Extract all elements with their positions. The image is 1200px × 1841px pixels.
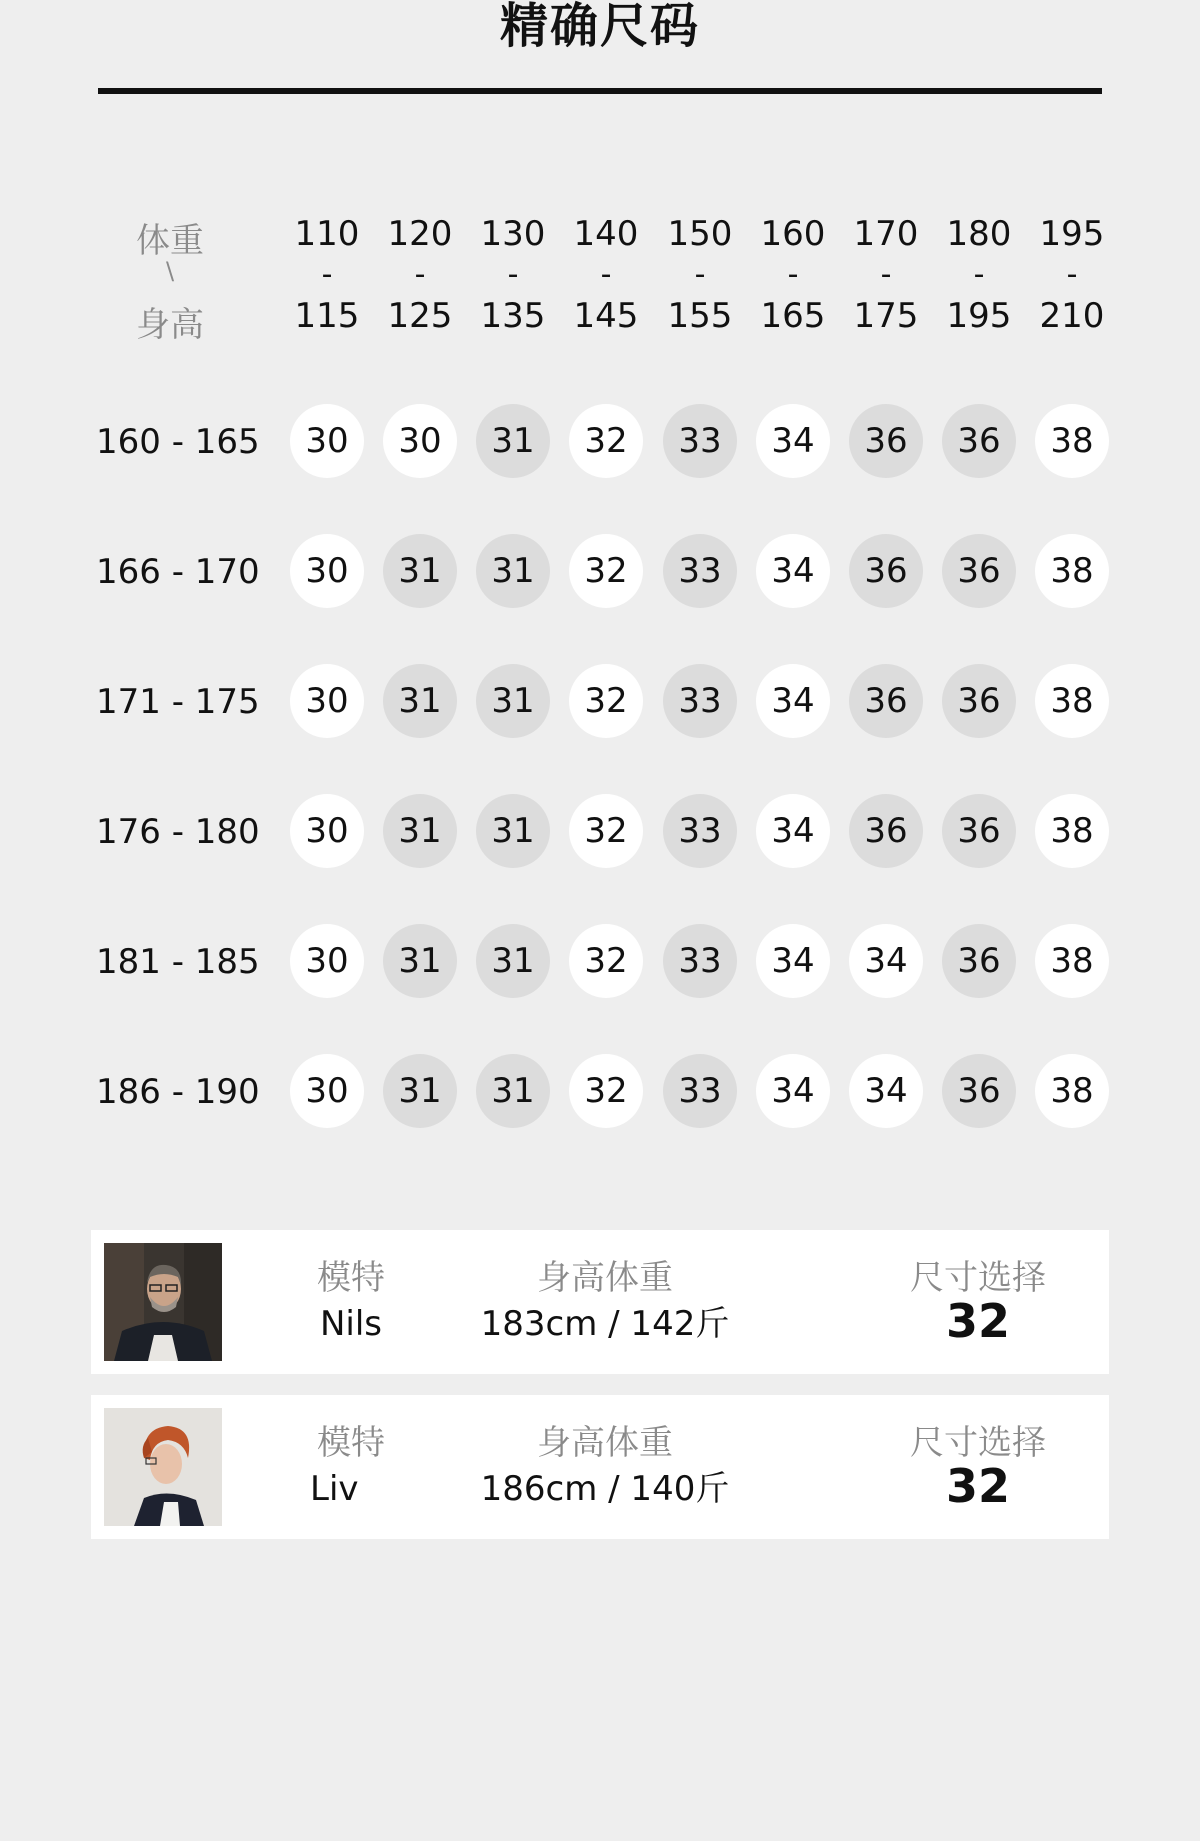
model-card	[91, 1230, 1109, 1374]
height-range-label: 160 - 165	[96, 422, 260, 462]
height-range-label: 181 - 185	[96, 942, 260, 982]
weight-range-header	[748, 213, 838, 337]
size-cell: 31	[383, 534, 457, 608]
weight-range-max: 125	[387, 296, 453, 336]
size-cell: 34	[756, 534, 830, 608]
size-cell: 34	[756, 1054, 830, 1128]
weight-range-min: 140	[573, 214, 639, 254]
size-cell: 36	[942, 924, 1016, 998]
weight-range-max: 165	[760, 296, 826, 336]
weight-range-separator: -	[414, 257, 426, 292]
size-cell: 30	[383, 404, 457, 478]
weight-range-header	[561, 213, 651, 337]
size-cell: 32	[569, 534, 643, 608]
weight-range-max: 135	[480, 296, 546, 336]
size-cell: 34	[849, 924, 923, 998]
size-cell: 32	[569, 794, 643, 868]
size-cell: 31	[476, 664, 550, 738]
weight-range-header	[1027, 213, 1117, 337]
weight-range-min: 120	[387, 214, 453, 254]
title-divider	[98, 88, 1102, 94]
table-corner-header	[110, 205, 230, 355]
weight-range-header	[655, 213, 745, 337]
size-cell: 31	[383, 924, 457, 998]
size-cell: 36	[942, 794, 1016, 868]
height-weight-value: 183cm / 142斤	[480, 1304, 730, 1344]
size-cell: 34	[849, 1054, 923, 1128]
weight-range-separator: -	[973, 257, 985, 292]
size-cell: 38	[1035, 664, 1109, 738]
model-label: 模特	[317, 1258, 385, 1298]
weight-range-header	[841, 213, 931, 337]
model-card	[91, 1395, 1109, 1539]
size-cell: 36	[849, 404, 923, 478]
size-cell: 34	[756, 924, 830, 998]
height-weight-label: 身高体重	[537, 1423, 673, 1463]
size-cell: 33	[663, 794, 737, 868]
height-axis-label: 身高	[136, 305, 204, 345]
size-choice-label: 尺寸选择	[910, 1423, 1046, 1463]
weight-range-header	[468, 213, 558, 337]
size-cell: 31	[476, 534, 550, 608]
size-cell: 31	[476, 794, 550, 868]
size-cell: 30	[290, 794, 364, 868]
size-cell: 31	[383, 1054, 457, 1128]
model-photo	[104, 1243, 222, 1361]
height-range-label: 171 - 175	[96, 682, 260, 722]
weight-range-header	[934, 213, 1024, 337]
weight-range-max: 115	[294, 296, 360, 336]
weight-range-separator: -	[507, 257, 519, 292]
weight-range-max: 145	[573, 296, 639, 336]
size-cell: 38	[1035, 1054, 1109, 1128]
size-cell: 30	[290, 1054, 364, 1128]
weight-range-max: 210	[1039, 296, 1105, 336]
weight-range-separator: -	[1066, 257, 1078, 292]
weight-range-min: 110	[294, 214, 360, 254]
size-cell: 34	[756, 404, 830, 478]
size-cell: 30	[290, 924, 364, 998]
height-weight-label: 身高体重	[537, 1258, 673, 1298]
weight-range-separator: -	[321, 257, 333, 292]
size-cell: 32	[569, 924, 643, 998]
size-cell: 38	[1035, 924, 1109, 998]
model-name: Nils	[319, 1304, 383, 1344]
weight-range-max: 195	[946, 296, 1012, 336]
size-cell: 30	[290, 534, 364, 608]
size-cell: 32	[569, 1054, 643, 1128]
weight-range-min: 170	[853, 214, 919, 254]
weight-axis-label: 体重	[136, 221, 204, 261]
size-cell: 38	[1035, 534, 1109, 608]
size-cell: 31	[476, 924, 550, 998]
size-cell: 36	[942, 1054, 1016, 1128]
size-cell: 33	[663, 534, 737, 608]
weight-range-min: 180	[946, 214, 1012, 254]
weight-range-header	[375, 213, 465, 337]
size-cell: 36	[849, 534, 923, 608]
weight-range-min: 160	[760, 214, 826, 254]
size-cell: 38	[1035, 404, 1109, 478]
size-cell: 31	[476, 404, 550, 478]
model-name: Liv	[310, 1469, 359, 1509]
size-cell: 38	[1035, 794, 1109, 868]
size-cell: 32	[569, 404, 643, 478]
model-photo	[104, 1408, 222, 1526]
size-cell: 33	[663, 1054, 737, 1128]
weight-range-separator: -	[600, 257, 612, 292]
size-cell: 36	[849, 664, 923, 738]
size-cell: 33	[663, 404, 737, 478]
weight-range-max: 155	[667, 296, 733, 336]
size-cell: 31	[476, 1054, 550, 1128]
weight-range-separator: -	[787, 257, 799, 292]
size-choice-label: 尺寸选择	[910, 1258, 1046, 1298]
height-range-label: 176 - 180	[96, 812, 260, 852]
weight-range-separator: -	[880, 257, 892, 292]
weight-range-separator: -	[694, 257, 706, 292]
model-label: 模特	[317, 1423, 385, 1463]
size-cell: 36	[942, 404, 1016, 478]
size-choice-value: 32	[945, 1459, 1010, 1513]
size-cell: 34	[756, 794, 830, 868]
size-cell: 32	[569, 664, 643, 738]
weight-range-header	[282, 213, 372, 337]
height-weight-value: 186cm / 140斤	[480, 1469, 730, 1509]
weight-range-min: 150	[667, 214, 733, 254]
size-cell: 33	[663, 924, 737, 998]
size-cell: 30	[290, 664, 364, 738]
size-cell: 30	[290, 404, 364, 478]
size-choice-value: 32	[945, 1294, 1010, 1348]
size-cell: 33	[663, 664, 737, 738]
size-cell: 36	[942, 534, 1016, 608]
size-cell: 31	[383, 664, 457, 738]
weight-range-min: 195	[1039, 214, 1105, 254]
size-cell: 31	[383, 794, 457, 868]
size-cell: 34	[756, 664, 830, 738]
axis-divider-slash: \	[165, 257, 175, 285]
height-range-label: 186 - 190	[96, 1072, 260, 1112]
weight-range-min: 130	[480, 214, 546, 254]
size-cell: 36	[942, 664, 1016, 738]
height-range-label: 166 - 170	[96, 552, 260, 592]
weight-range-max: 175	[853, 296, 919, 336]
page-title: 精确尺码	[499, 0, 700, 54]
size-cell: 36	[849, 794, 923, 868]
